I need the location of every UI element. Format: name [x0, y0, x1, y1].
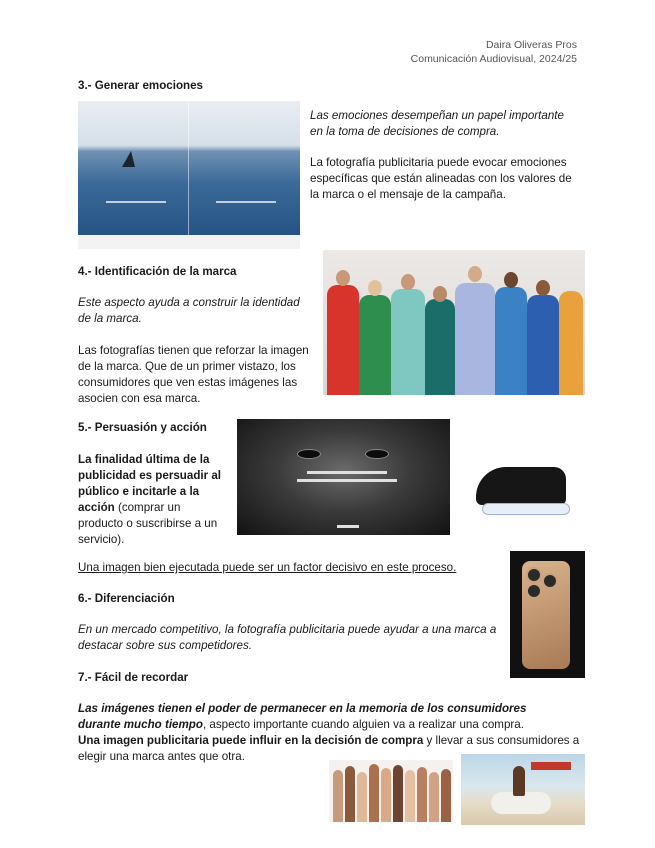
section-7-p1-bold: Las imágenes tienen el poder de permanecer en la memoria de los consumidores durante mucho tiempo — [78, 702, 527, 731]
section-7-p2-bold: Una imagen publicitaria puede influir en la decisión de compra — [78, 734, 424, 747]
section-3-quote: Las emociones desempeñan un papel importante en la toma de decisiones de compra. — [310, 109, 564, 138]
section-4-body: Las fotografías tienen que reforzar la imagen de la marca. Que de un primer vistazo, los consumidores que ven estas imágenes las asocien con esa marca. — [78, 344, 309, 405]
section-4-title: 4.- Identificación de la marca — [78, 265, 237, 278]
group-models-image — [323, 250, 585, 395]
sneaker-image — [468, 443, 576, 527]
athlete-portrait-image — [237, 419, 450, 535]
section-6-quote: En un mercado competitivo, la fotografía publicitaria puede ayudar a una marca a destacar sobre sus competidores. — [78, 623, 497, 652]
section-4-quote: Este aspecto ayuda a construir la identidad de la marca. — [78, 296, 300, 325]
beach-rider-image — [461, 754, 585, 825]
section-5-body — [78, 452, 228, 548]
section-3-title: 3.- Generar emociones — [78, 79, 204, 92]
section-7-paragraph-1 — [78, 701, 548, 733]
author-name: Daira Oliveras Pros — [485, 39, 577, 51]
section-7-p2-rest: y llevar a sus consumidores a elegir una marca antes que otra. — [78, 734, 580, 763]
section-5-body-bold: La finalidad última de la publicidad es persuadir al público e incitarle a la acción — [78, 453, 222, 514]
section-7-title: 7.- Fácil de recordar — [78, 671, 189, 684]
section-3-body: La fotografía publicitaria puede evocar emociones específicas que están alineadas con los valores de la marca o el mensaje de la campaña. — [310, 156, 572, 201]
course-name: Comunicación Audiovisual, 2024/25 — [410, 53, 577, 65]
women-lineup-image — [329, 760, 453, 822]
section-5-underline: Una imagen bien ejecutada puede ser un factor decisivo en este proceso. — [78, 561, 457, 574]
section-6-title: 6.- Diferenciación — [78, 592, 175, 605]
section-7-p1-rest: , aspecto importante cuando alguien va a realizar una compra. — [202, 718, 524, 731]
section-5-title: 5.- Persuasión y acción — [78, 421, 207, 434]
smartphone-image — [510, 551, 585, 678]
shark-ad-image — [78, 101, 300, 249]
section-5-body-rest: (comprar un producto o suscribirse a un servicio). — [78, 501, 218, 546]
